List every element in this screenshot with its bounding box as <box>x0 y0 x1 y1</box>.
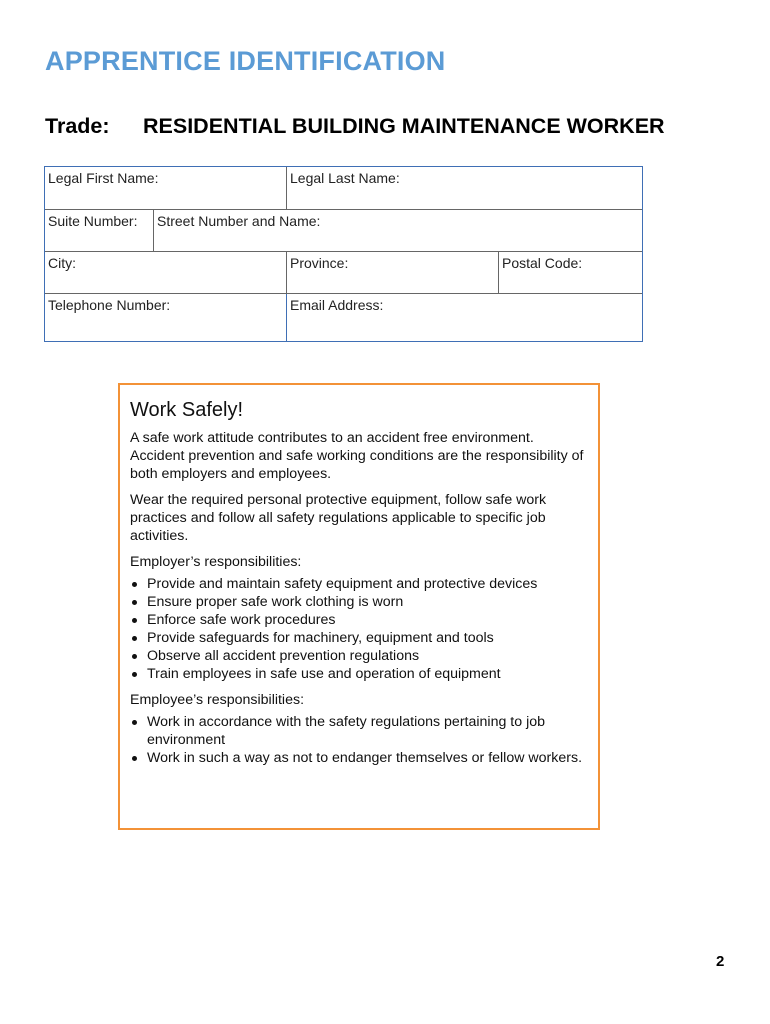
street-label: Street Number and Name: <box>157 213 321 229</box>
form-row-name <box>45 167 642 209</box>
legal-first-name-label: Legal First Name: <box>48 170 159 186</box>
list-item: Work in accordance with the safety regulations pertaining to job environment <box>130 713 588 749</box>
list-item: Provide safeguards for machinery, equipment and tools <box>130 629 588 647</box>
email-field[interactable] <box>286 294 642 341</box>
employer-responsibilities-heading: Employer’s responsibilities: <box>130 554 302 570</box>
list-item: Provide and maintain safety equipment and protective devices <box>130 575 588 593</box>
street-field[interactable] <box>153 210 642 252</box>
safety-paragraph-2: Wear the required personal protective equipment, follow safe work practices and follow all safety regulations applicable to specific job activities. <box>130 492 547 544</box>
list-item: Work in such a way as not to endanger themselves or fellow workers. <box>130 749 588 767</box>
postal-code-field[interactable] <box>498 252 642 294</box>
form-row-contact <box>45 293 642 341</box>
trade-value: RESIDENTIAL BUILDING MAINTENANCE WORKER <box>143 114 665 138</box>
employee-responsibilities-list <box>130 713 588 767</box>
telephone-field[interactable] <box>45 294 286 341</box>
suite-number-field[interactable] <box>45 210 153 252</box>
province-field[interactable] <box>286 252 498 294</box>
province-label: Province: <box>290 255 349 271</box>
apprentice-form <box>44 166 643 342</box>
telephone-label: Telephone Number: <box>48 297 171 313</box>
safety-heading: Work Safely! <box>130 399 243 421</box>
list-item: Enforce safe work procedures <box>130 611 588 629</box>
email-label: Email Address: <box>290 297 384 313</box>
city-label: City: <box>48 255 76 271</box>
employee-responsibilities-heading: Employee’s responsibilities: <box>130 692 305 708</box>
page-number: 2 <box>716 953 725 970</box>
page-title: APPRENTICE IDENTIFICATION <box>45 46 446 76</box>
employer-responsibilities-list <box>130 575 588 683</box>
suite-number-label: Suite Number: <box>48 213 138 229</box>
legal-last-name-field[interactable] <box>286 167 642 209</box>
city-field[interactable] <box>45 252 286 294</box>
postal-code-label: Postal Code: <box>502 255 583 271</box>
trade-label: Trade: <box>45 114 110 138</box>
safety-paragraph-1: A safe work attitude contributes to an accident free environment. Accident prevention and safe working conditions are the responsibility of both employers and employees. <box>130 430 584 482</box>
list-item: Ensure proper safe work clothing is worn <box>130 593 588 611</box>
list-item: Observe all accident prevention regulations <box>130 647 588 665</box>
legal-last-name-label: Legal Last Name: <box>290 170 400 186</box>
trade-line <box>45 114 665 139</box>
list-item: Train employees in safe use and operation of equipment <box>130 665 588 683</box>
legal-first-name-field[interactable] <box>45 167 286 209</box>
form-row-city <box>45 251 642 294</box>
form-row-address <box>45 209 642 252</box>
work-safely-box <box>118 383 600 830</box>
